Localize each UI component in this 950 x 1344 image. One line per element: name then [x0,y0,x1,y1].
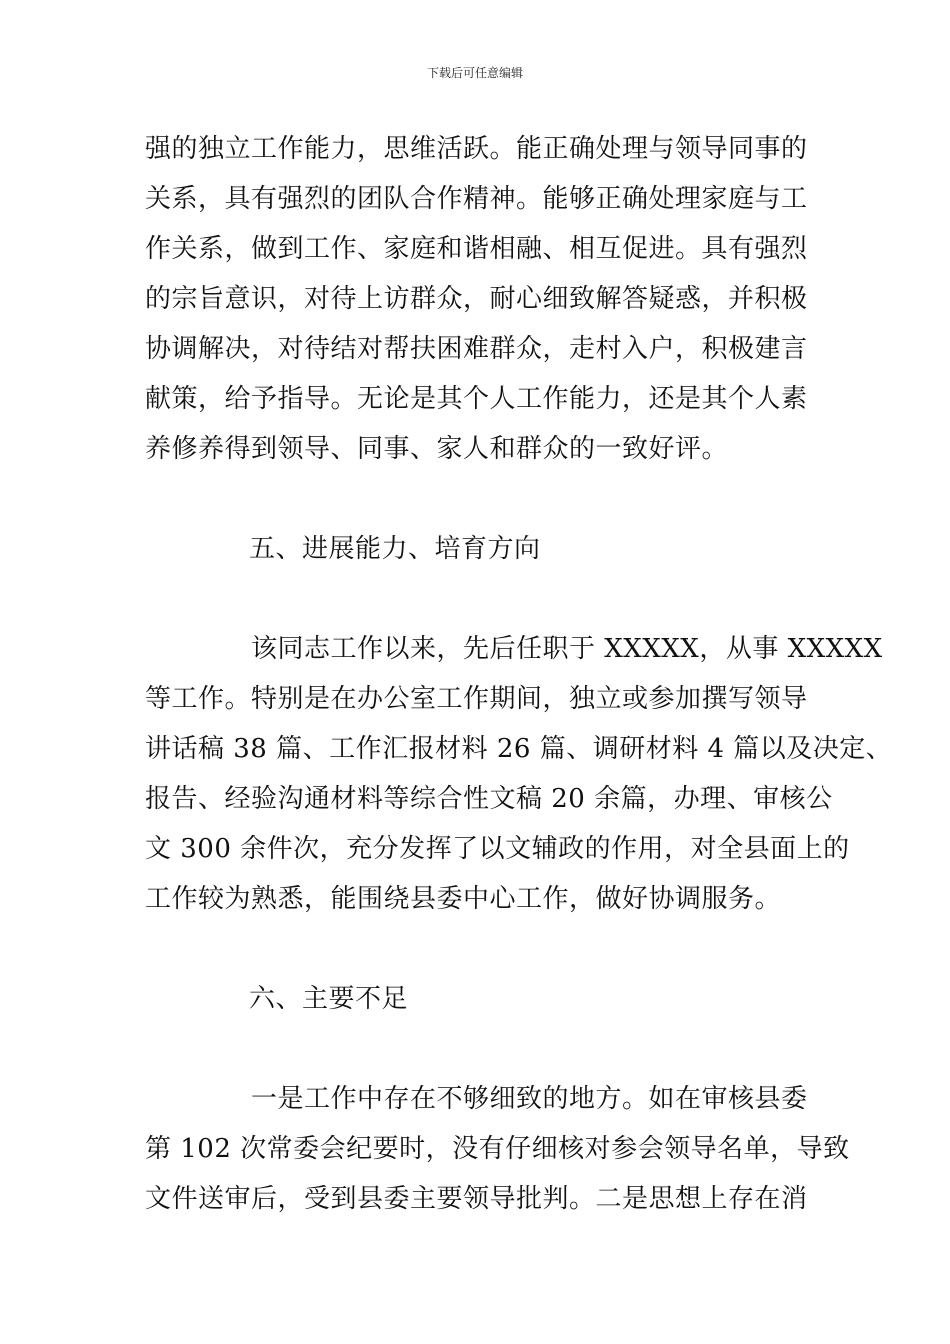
document-body [145,124,893,1224]
text-line: 献策，给予指导。无论是其个人工作能力，还是其个人素 [145,384,808,414]
text-line: 强的独立工作能力，思维活跃。能正确处理与领导同事的 [145,134,808,164]
text-line: 讲话稿 38 篇、工作汇报材料 26 篇、调研材料 4 篇以及决定、 [145,734,893,764]
paragraph-abilities [145,124,825,474]
text-line: 作关系，做到工作、家庭和谐相融、相互促进。具有强烈 [145,234,808,264]
text-line: 文 300 余件次，充分发挥了以文辅政的作用，对全县面上的 [145,834,850,864]
paragraph-spacer [145,1024,825,1074]
paragraph-shortcomings [145,1074,850,1224]
paragraph-development [145,624,893,924]
text-line: 报告、经验沟通材料等综合性文稿 20 余篇，办理、审核公 [145,784,833,814]
section-heading-6: 六、主要不足 [249,984,409,1014]
section-heading-5: 五、进展能力、培育方向 [249,534,541,564]
paragraph-spacer [145,474,825,524]
page-header: 下载后可任意编辑 [426,66,523,80]
text-line: 关系，具有强烈的团队合作精神。能够正确处理家庭与工 [145,184,808,214]
text-line: 文件送审后，受到县委主要领导批判。二是思想上存在消 [145,1184,808,1214]
text-line: 该同志工作以来，先后任职于 XXXXX，从事 XXXXX [251,634,883,664]
text-line: 一是工作中存在不够细致的地方。如在审核县委 [251,1084,808,1114]
text-line: 等工作。特别是在办公室工作期间，独立或参加撰写领导 [145,684,808,714]
text-line: 养修养得到领导、同事、家人和群众的一致好评。 [145,434,729,464]
paragraph-spacer [145,924,825,974]
paragraph-spacer [145,574,825,624]
text-line: 的宗旨意识，对待上访群众，耐心细致解答疑惑，并积极 [145,284,808,314]
text-line: 工作较为熟悉，能围绕县委中心工作，做好协调服务。 [145,884,782,914]
text-line: 协调解决，对待结对帮扶困难群众，走村入户，积极建言 [145,334,808,364]
text-line: 第 102 次常委会纪要时，没有仔细核对参会领导名单，导致 [145,1134,850,1164]
